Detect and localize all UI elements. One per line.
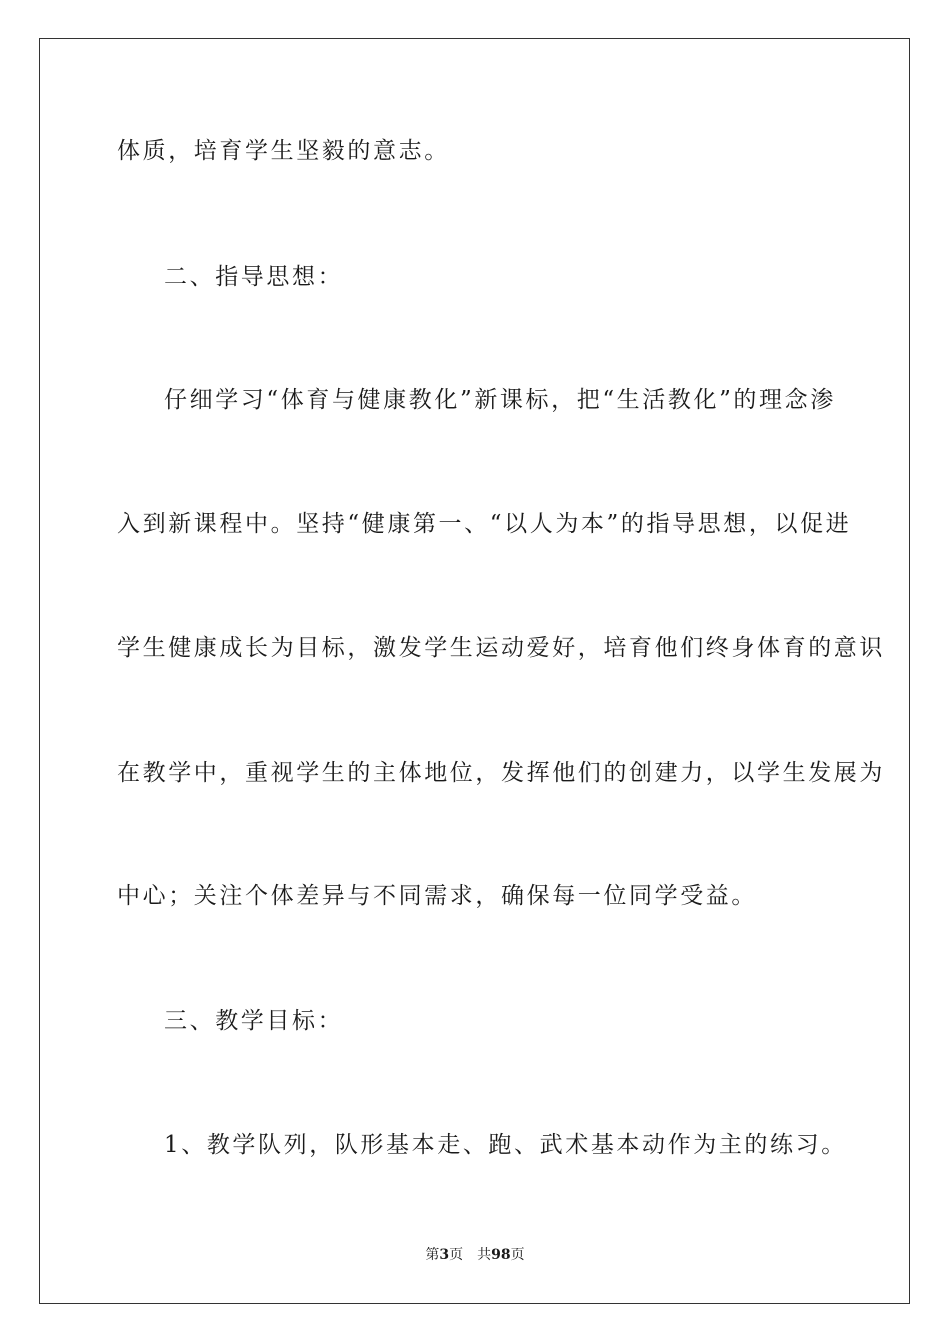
page-suffix: 页 — [449, 1247, 464, 1263]
page-prefix: 第 — [425, 1247, 440, 1263]
body-line-7: 中心；关注个体差异与不同需求，确保每一位同学受益。 — [117, 883, 757, 909]
page-number: 3 — [439, 1247, 450, 1263]
body-line-5: 学生健康成长为目标，激发学生运动爱好，培育他们终身体育的意识 — [117, 635, 885, 661]
body-line-4: 入到新课程中。坚持“健康第一、“以人为本”的指导思想，以促进 — [117, 511, 852, 537]
body-line-3: 仔细学习“体育与健康教化”新课标，把“生活教化”的理念渗 — [164, 387, 836, 413]
list-item-1: 1、教学队列，队形基本走、跑、武术基本动作为主的练习。 — [164, 1132, 847, 1158]
total-suffix: 页 — [510, 1247, 525, 1263]
section-heading-guiding-ideology: 二、指导思想： — [164, 264, 344, 290]
page-footer — [0, 1246, 950, 1264]
body-line-1: 体质，培育学生坚毅的意志。 — [117, 138, 450, 164]
total-pages: 98 — [491, 1247, 511, 1263]
page-border — [39, 38, 910, 1304]
total-prefix: 共 — [477, 1247, 492, 1263]
body-line-6: 在教学中，重视学生的主体地位，发挥他们的创建力，以学生发展为 — [117, 760, 885, 786]
section-heading-teaching-goals: 三、教学目标： — [164, 1008, 344, 1034]
